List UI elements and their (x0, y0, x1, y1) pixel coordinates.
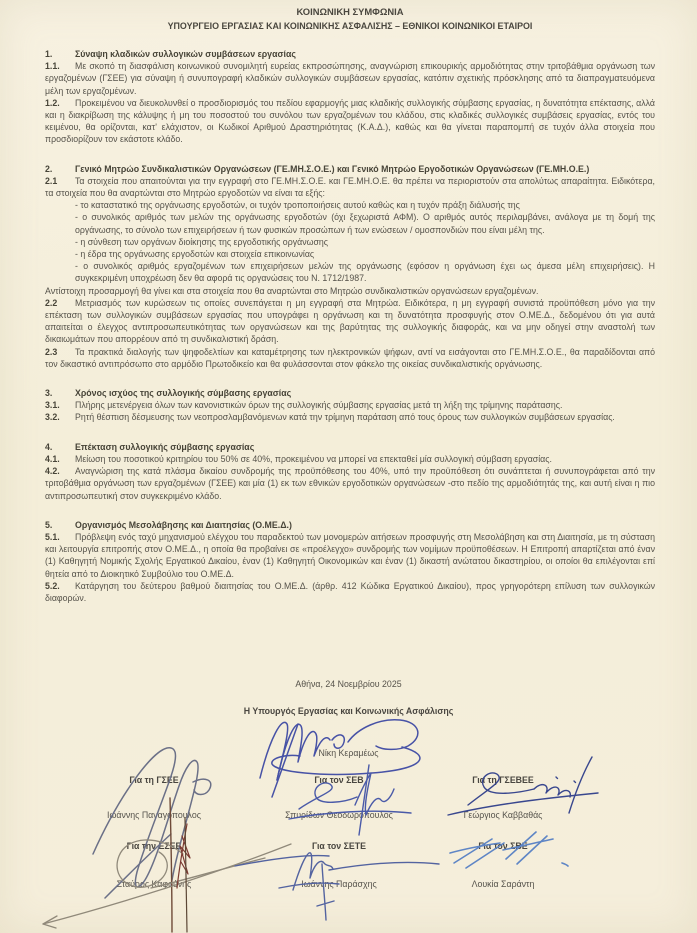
page-subtitle: ΥΠΟΥΡΓΕΙΟ ΕΡΓΑΣΙΑΣ ΚΑΙ ΚΟΙΝΩΝΙΚΗΣ ΑΣΦΑΛΙΣΗΣ – ΕΘΝΙΚΟΙ ΚΟΙΝΩΝΙΚΟΙ ΕΤΑΙΡΟΙ (167, 21, 533, 31)
paragraph-5-2: 5.2. Κατάργηση του δεύτερου βαθμού διαιτησίας του Ο.ΜΕ.Δ. (άρθρ. 412 Κώδικα Εργατικού Δικαίου), προς γρηγορότερη επίλυση των συλλογικών διαφορών. (45, 580, 655, 603)
signature-esee (35, 818, 300, 933)
signature-gsee (75, 738, 250, 933)
section-1-heading: 1. Σύναψη κλαδικών συλλογικών συμβάσεων εργασίας (45, 49, 296, 59)
paragraph-2-1-after: Αντίστοιχη προσαρμογή θα γίνει και στα στοιχεία που θα αναρτώνται στο Μητρώο συνδικαλιστικών οργανώσεων εργαζομένων. (45, 285, 539, 296)
section-3-heading: 3. Χρόνος ισχύος της συλλογικής σύμβασης εργασίας (45, 388, 292, 399)
section-2-heading: 2. Γενικό Μητρώο Συνδικαλιστικών Οργανώσεων (ΓΕ.ΜΗ.Σ.Ο.Ε.) και Γενικό Μητρώο Εργοδοτικών Οργανώσεων (ΓΕ.ΜΗ.Ο.Ε.) (45, 163, 590, 174)
section-4-heading: 4. Επέκταση συλλογικής σύμβασης εργασίας (45, 441, 255, 452)
bullet-2-1-e: - ο συνολικός αριθμός εργαζομένων των επιχειρήσεων μελών της οργάνωσης (εφόσον η οργάνωση έχει ως άμεσα μέλη επιχειρήσεις). Η συγκεκριμένη υποχρέωση δεν θα αφορά τις οργανώσεις του Ν. 1712/1987. (75, 261, 655, 284)
section-5-heading: 5. Οργανισμός Μεσολάβησης και Διαιτησίας (Ο.ΜΕ.Δ.) (45, 519, 292, 530)
paragraph-2-1: 2.1 Τα στοιχεία που απαιτούνται για την εγγραφή στο ΓΕ.ΜΗ.Σ.Ο.Ε. και ΓΕ.ΜΗ.Ο.Ε. θα πρέπει να περιοριστούν στα απολύτως απαραίτητα. Ειδικότερα, τα στοιχεία που θα αναρτώνται στο Μητρώο εργοδοτών να είναι τα εξής: (45, 175, 655, 199)
signature-sve (440, 823, 585, 885)
paragraph-4-2: 4.2. Αναγνώριση της κατά πλάσμα δικαίου συνδρομής της προϋπόθεσης του 40%, υπό την προϋπόθεση ότι συνάπτεται ή συνυπογράφεται από την τριτοβάθμια οργάνωση των εργαζομένων (ΓΣΕΕ) και μία (1) εκ των εθνικών εργοδοτικών οργανώσεων -στο πεδίο της αρμοδιότητάς της, και αυτή είναι η πιο αντιπροσωπευτική στον συγκεκριμένο κλάδο. (45, 466, 655, 501)
date-line: Αθήνα, 24 Νοεμβρίου 2025 (295, 679, 402, 689)
paragraph-3-2: 3.2. Ρητή θέσπιση δέσμευσης των νεοπροσλαμβανόμενων κατά την τρίμηνη παράταση από τους όρους των συλλογικών συμβάσεων εργασίας. (45, 412, 615, 423)
bullet-2-1-c: - η σύνθεση των οργάνων διοίκησης της εργοδοτικής οργάνωσης (75, 236, 329, 247)
signature-block (0, 676, 697, 933)
paragraph-3-1: 3.1. Πλήρης μετενέργεια όλων των κανονιστικών όρων της συλλογικής σύμβασης εργασίας μετά τη λήξη της τρίμηνης παράτασης. (45, 400, 563, 411)
paragraph-1-1: 1.1. Με σκοπό τη διασφάλιση κοινωνικού συνομιλητή ευρείας εκπροσώπησης, αναγνώριση επικουρικής αρμοδιότητας στην τριτοβάθμια οργάνωση των εργαζομένων (ΓΣΕΕ) για σύναψη ή συνυπογραφή κλαδικών συλλογικών συμβάσεων εργασίας, κατόπιν σχετικής πρόσκλησης από τα διαπραγματευόμενα μέλη των εργαζομένων. (45, 61, 655, 96)
section-3 (45, 387, 655, 424)
sig-label-sev: Για τον ΣΕΒ (314, 775, 364, 785)
sig-name-kavvathas: Γεώργιος Καββαθάς (463, 810, 543, 820)
minister-role: Η Υπουργός Εργασίας και Κοινωνικής Ασφάλισης (243, 706, 454, 716)
bullet-2-1-d: - η έδρα της οργάνωσης εργοδοτών και στοιχεία επικοινωνίας (75, 249, 315, 260)
sig-name-paraschis: Ιωάννης Παράσχης (301, 879, 377, 889)
section-4 (45, 441, 655, 502)
paragraph-1-2: 1.2. Προκειμένου να διευκολυνθεί ο προσδιορισμός του πεδίου εφαρμογής μιας κλαδικής συλλογικής σύμβασης εργασίας, η δυνατότητα επέκτασης, αλλά και η διακρίβωση της κάλυψης ή μη του ποσοστού του συνόλου των εργαζομένων του κλάδου, στις κλαδικές συλλογικές συμβάσεις εργασίας, εντός του κειμένου, θα ορίζονται, κατ' ελάχιστον, οι Κωδικοί Αριθμού Δραστηριότητας (Κ.Α.Δ.), καθώς και θα γίνεται παραπομπή σε τυχόν άλλα στοιχεία που προσδιορίζουν τον εκάστοτε κλάδο. (45, 97, 655, 145)
sig-name-panagopoulos: Ιωάννης Παναγόπουλος (107, 810, 201, 820)
sig-label-sete: Για τον ΣΕΤΕ (311, 841, 367, 851)
signature-gsevee (440, 755, 605, 835)
paragraph-5-1: 5.1. Πρόβλεψη ενός ταχύ μηχανισμού ελέγχου του παραδεκτού των μονομερών αιτήσεων προσφυγής στη Μεσολάβηση και στη Διαιτησία, με τη σύσταση και λειτουργία επιτροπής στον Ο.ΜΕ.Δ., η οποία θα προβαίνει σε «προέλεγχο» συνδρομής των νομίμων προϋποθέσεων. Η Επιτροπή απαρτίζεται από έναν (1) Καθηγητή Νομικής Σχολής Εργατικού Δικαίου, έναν (1) Καθηγητή Οικονομικών και έναν (1) δικαστή ανώτατου δικαστηρίου, οι οποίοι θα επιλέγονται επί θητεία από το Διοικητικό Συμβούλιο του Ο.ΜΕ.Δ. (45, 531, 655, 579)
page-title: ΚΟΙΝΩΝΙΚΗ ΣΥΜΦΩΝΙΑ (296, 6, 404, 17)
bullet-2-1-b: - ο συνολικός αριθμός των μελών της οργάνωσης εργοδοτών (όχι ξεχωριστά ΑΦΜ). Ο αριθμός αυτός περιλαμβάνει, ανάλογα με τη δομή της οργάνωσης, το σύνολο των επιχειρήσεων ή των φυσικών προσώπων ή των ενώσεων / ομοσπονδιών που είναι μέλη της. (75, 212, 655, 235)
sig-label-esee: Για την ΕΣΕΕ (126, 841, 182, 851)
sig-name-kafounis: Σταύρος Καφούνης (116, 879, 192, 889)
paragraph-2-2: 2.2 Μετριασμός των κυρώσεων τις οποίες συνεπάγεται η μη εγγραφή στα Μητρώα. Ειδικότερα, η μη εγγραφή συνιστά προϋπόθεση μόνο για την επέκταση των συλλογικών συμβάσεων εργασίας που υπογράφει η οργάνωση και τη δυνατότητα προσφυγής στον Ο.ΜΕ.Δ., δεδομένου ότι για αυτά απαιτείται ο έλεγχος αντιπροσωπευτικότητας των οργανώσεων και της βαρύτητας της συλλογικής διαφοράς, και να μην οδηγεί στην αναστολή των δικαιωμάτων που απορρέουν από τη συνδικαλιστική δράση. (45, 297, 655, 345)
paragraph-4-1: 4.1. Μείωση του ποσοτικού κριτηρίου του 50% σε 40%, προκειμένου να μπορεί να επεκταθεί μία συλλογική σύμβαση εργασίας. (45, 453, 552, 464)
section-2 (45, 163, 655, 370)
section-1 (45, 48, 655, 146)
sig-name-theodoropoulos: Σπυρίδων Θεοδωρόπουλος (285, 810, 393, 820)
sig-label-gsevee: Για τη ΓΣΕΒΕΕ (472, 775, 534, 785)
bullet-2-1-a: - το καταστατικό της οργάνωσης εργοδοτών, οι τυχόν τροποποιήσεις αυτού καθώς και η τυχόν πράξη διάλυσής της (75, 200, 520, 211)
section-5 (45, 519, 655, 604)
sig-label-sve: Για τον ΣΒΕ (478, 841, 528, 851)
sig-label-gsee: Για τη ΓΣΕΕ (129, 775, 179, 785)
paragraph-2-3: 2.3 Τα πρακτικά διαλογής των ψηφοδελτίων και καταμέτρησης των ηλεκτρονικών ψήφων, αντί να εισάγονται στο ΓΕ.ΜΗ.Σ.Ο.Ε., θα παραδίδονται από τον δικαστικό αντιπρόσωπο στο αρμόδιο Πρωτοδικείο και θα φυλάσσονται στον φάκελο της οικείας συνδικαλιστικής οργάνωσης. (45, 346, 655, 369)
sig-name-saranti: Λουκία Σαράντη (471, 879, 535, 889)
minister-name: Νίκη Κεραμέως (318, 748, 379, 758)
